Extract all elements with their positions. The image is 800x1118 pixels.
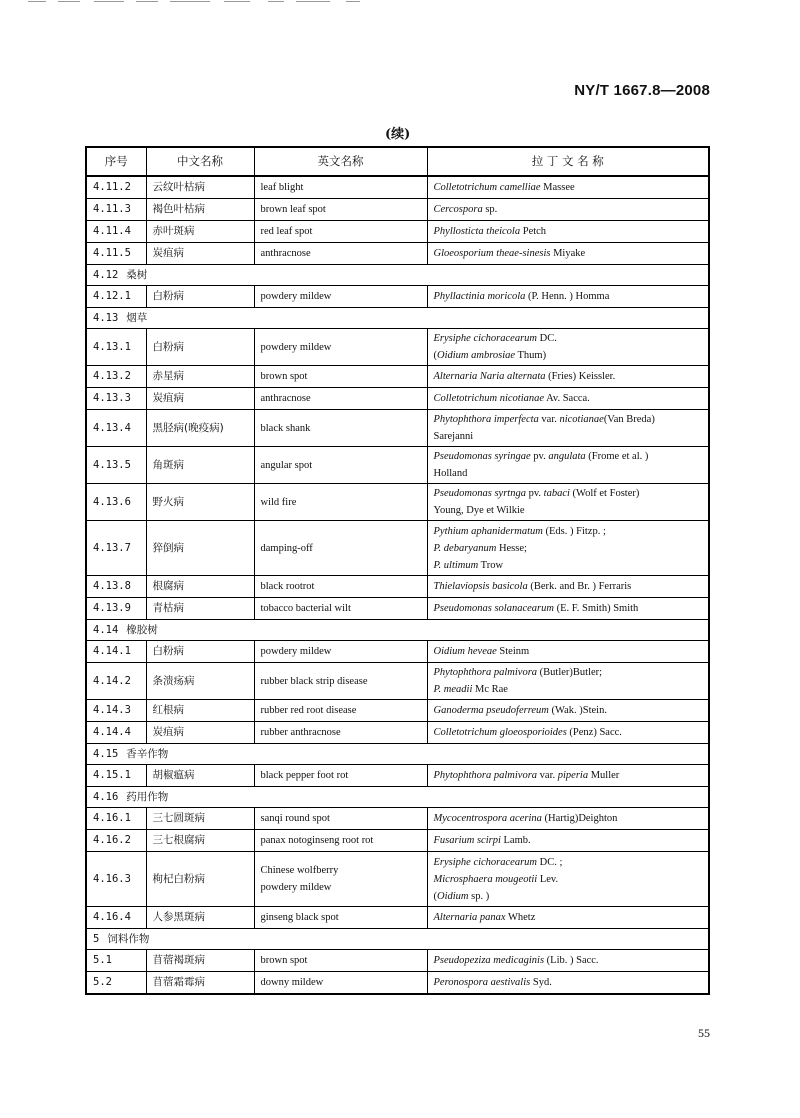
row-number: 4.14.3 <box>86 700 146 722</box>
section-number: 5 <box>93 932 100 945</box>
scan-edge-marks <box>28 0 388 4</box>
chinese-name: 苜蓿褐斑病 <box>146 950 254 972</box>
english-name-line: wild fire <box>260 496 297 508</box>
latin-authority: Lamb. <box>500 835 531 846</box>
latin-binomial: Colletotrichum gloeosporioides <box>433 727 567 738</box>
latin-name <box>427 907 709 929</box>
english-name-line: black rootrot <box>260 581 315 592</box>
latin-name-line <box>434 288 703 305</box>
latin-authority: Miyake <box>550 248 586 259</box>
english-name-line: powdery mildew <box>260 646 332 657</box>
row-number: 4.13.3 <box>86 388 146 410</box>
chinese-name: 炭疽病 <box>146 388 254 410</box>
table-row <box>86 830 709 852</box>
latin-binomial: Fusarium scirpi <box>433 835 501 846</box>
latin-authority: Mc Rae <box>472 684 508 695</box>
latin-authority: var. <box>537 770 558 781</box>
section-title: 烟草 <box>126 311 148 324</box>
english-name-line: rubber black strip disease <box>260 675 368 687</box>
table-row <box>86 243 709 265</box>
latin-authority: (Hartig)Deighton <box>541 813 618 824</box>
chinese-name: 猝倒病 <box>146 521 254 576</box>
section-number: 4.14 <box>93 623 119 636</box>
latin-authority: (Fries) Keissler. <box>545 371 616 382</box>
disease-name-table <box>85 146 710 995</box>
section-heading <box>86 308 709 329</box>
row-number: 4.13.9 <box>86 598 146 620</box>
latin-name-line <box>434 540 703 557</box>
chinese-name: 角斑病 <box>146 447 254 484</box>
english-name-line: rubber red root disease <box>260 705 357 716</box>
latin-binomial: Pseudomonas solanacearum <box>433 603 554 614</box>
row-number: 4.16.3 <box>86 852 146 907</box>
latin-binomial: piperia <box>557 770 589 781</box>
chinese-name: 青枯病 <box>146 598 254 620</box>
latin-name-line <box>434 767 703 784</box>
section-title: 饲料作物 <box>107 932 150 945</box>
english-name <box>254 852 427 907</box>
latin-name <box>427 286 709 308</box>
chinese-name: 黑胫病(晚疫病) <box>146 410 254 447</box>
latin-binomial: Pseudomonas syringae <box>433 451 531 462</box>
latin-authority: Av. Sacca. <box>544 393 590 404</box>
latin-name-line <box>434 523 703 540</box>
english-name-line: ginseng black spot <box>260 912 339 923</box>
latin-name <box>427 221 709 243</box>
english-name-line: panax notoginseng root rot <box>260 835 374 846</box>
chinese-name: 胡椒瘟病 <box>146 765 254 787</box>
table-row <box>86 950 709 972</box>
table-row <box>86 663 709 700</box>
english-name-line: sanqi round spot <box>260 813 330 824</box>
english-name <box>254 410 427 447</box>
latin-name-line <box>434 465 703 482</box>
latin-name <box>427 852 709 907</box>
latin-authority: (Eds. ) Fitzp. ; <box>542 525 606 537</box>
english-name-line: Chinese wolfberry <box>260 865 339 876</box>
latin-name-line <box>434 330 703 347</box>
latin-authority: Syd. <box>530 977 552 988</box>
latin-authority: ( <box>433 890 437 902</box>
row-number: 4.11.4 <box>86 221 146 243</box>
latin-name <box>427 447 709 484</box>
latin-name-line <box>434 702 703 719</box>
latin-binomial: Mycocentrospora acerina <box>433 813 542 824</box>
latin-authority: Massee <box>540 182 575 193</box>
latin-binomial: Phyllactinia moricola <box>433 291 526 302</box>
english-name-line: powdery mildew <box>260 291 332 302</box>
latin-binomial: P. debaryanum <box>433 542 497 554</box>
latin-authority: Holland <box>433 468 468 479</box>
english-name <box>254 521 427 576</box>
row-number: 4.12.1 <box>86 286 146 308</box>
latin-authority: (P. Henn. ) Homma <box>525 291 610 302</box>
english-name <box>254 808 427 830</box>
latin-authority: Sarejanni <box>433 431 474 442</box>
english-name-line: anthracnose <box>260 248 311 259</box>
table-row <box>86 447 709 484</box>
table-header-row <box>86 147 709 176</box>
latin-name <box>427 176 709 199</box>
section-title: 香辛作物 <box>126 747 169 760</box>
section-number: 4.16 <box>93 790 119 803</box>
english-name <box>254 700 427 722</box>
latin-name-line <box>434 600 703 617</box>
row-number: 4.11.5 <box>86 243 146 265</box>
table-row <box>86 641 709 663</box>
latin-name-line <box>434 871 703 888</box>
latin-authority: (Butler)Butler; <box>537 667 603 678</box>
chinese-name: 条溃疡病 <box>146 663 254 700</box>
latin-name <box>427 765 709 787</box>
latin-binomial: Alternaria panax <box>433 912 506 923</box>
english-name <box>254 447 427 484</box>
latin-name <box>427 641 709 663</box>
latin-name-line <box>434 428 703 445</box>
chinese-name: 云纹叶枯病 <box>146 176 254 199</box>
latin-binomial: Colletotrichum nicotianae <box>433 393 545 404</box>
table-row <box>86 722 709 744</box>
latin-binomial: Erysiphe cichoracearum <box>433 333 538 344</box>
latin-binomial: Peronospora aestivalis <box>433 977 531 988</box>
latin-authority: (Wolf et Foster) <box>569 488 640 499</box>
latin-binomial: Microsphaera mougeotii <box>433 873 538 885</box>
chinese-name: 赤星病 <box>146 366 254 388</box>
row-number: 4.13.1 <box>86 329 146 366</box>
row-number: 4.11.2 <box>86 176 146 199</box>
latin-binomial: Oidium ambrosiae <box>437 350 516 361</box>
latin-name-line <box>434 832 703 849</box>
latin-binomial: Cercospora <box>433 204 483 215</box>
latin-authority: DC. ; <box>537 856 563 868</box>
table-row <box>86 907 709 929</box>
english-name <box>254 830 427 852</box>
page-number: 55 <box>698 1026 710 1040</box>
latin-authority: (Frome et al. ) <box>585 451 649 462</box>
latin-name <box>427 484 709 521</box>
english-name-line: anthracnose <box>260 393 311 404</box>
english-name <box>254 663 427 700</box>
table-row <box>86 388 709 410</box>
latin-name-line <box>434 664 703 681</box>
chinese-name: 三七根腐病 <box>146 830 254 852</box>
table-row <box>86 484 709 521</box>
latin-binomial: P. ultimum <box>433 559 479 571</box>
latin-authority: sp. <box>482 204 498 215</box>
table-row <box>86 366 709 388</box>
latin-name <box>427 388 709 410</box>
latin-name <box>427 366 709 388</box>
english-name-line: red leaf spot <box>260 226 313 237</box>
row-number: 5.2 <box>86 972 146 995</box>
table-row <box>86 221 709 243</box>
table-row <box>86 176 709 199</box>
section-row <box>86 744 709 765</box>
row-number: 5.1 <box>86 950 146 972</box>
table-row <box>86 329 709 366</box>
latin-binomial: Phyllosticta theicola <box>433 226 521 237</box>
table-row <box>86 808 709 830</box>
latin-binomial: Oidium <box>437 890 469 902</box>
row-number: 4.13.2 <box>86 366 146 388</box>
latin-authority: Trow <box>478 559 504 571</box>
english-name-line: downy mildew <box>260 977 324 988</box>
english-name-line: leaf blight <box>260 182 304 193</box>
latin-binomial: Pythium aphanidermatum <box>433 525 543 537</box>
latin-binomial: Phytophthora imperfecta <box>433 414 539 425</box>
latin-name-line <box>434 909 703 926</box>
latin-authority: Young, Dye et Wilkie <box>433 505 525 516</box>
table-row <box>86 598 709 620</box>
latin-authority: var. <box>538 414 560 425</box>
english-name <box>254 176 427 199</box>
english-name <box>254 972 427 995</box>
english-name-line: brown spot <box>260 371 308 382</box>
latin-authority: (Penz) Sacc. <box>566 727 622 738</box>
row-number: 4.13.5 <box>86 447 146 484</box>
section-title: 药用作物 <box>126 790 169 803</box>
latin-name <box>427 521 709 576</box>
section-heading <box>86 787 709 808</box>
english-name <box>254 388 427 410</box>
latin-binomial: Ganoderma pseudoferreum <box>433 705 549 716</box>
row-number: 4.13.7 <box>86 521 146 576</box>
latin-name-line <box>434 854 703 871</box>
column-header-chinese-name: 中文名称 <box>146 147 254 176</box>
english-name <box>254 765 427 787</box>
english-name-line: damping-off <box>260 542 313 554</box>
latin-name <box>427 329 709 366</box>
latin-binomial: Colletotrichum camelliae <box>433 182 541 193</box>
table-body <box>86 176 709 994</box>
latin-authority: (Berk. and Br. ) Ferraris <box>527 581 632 592</box>
latin-name-line <box>434 578 703 595</box>
table-row <box>86 852 709 907</box>
chinese-name: 炭疽病 <box>146 243 254 265</box>
latin-authority: sp. ) <box>468 890 490 902</box>
section-row <box>86 308 709 329</box>
latin-authority: (Wak. )Stein. <box>548 705 607 716</box>
latin-name <box>427 663 709 700</box>
chinese-name: 三七圆斑病 <box>146 808 254 830</box>
latin-authority: (Van Breda) <box>603 414 655 425</box>
section-row <box>86 787 709 808</box>
english-name-line: black shank <box>260 422 311 434</box>
latin-name-line <box>434 557 703 574</box>
latin-name-line <box>434 681 703 698</box>
section-row <box>86 929 709 950</box>
latin-name <box>427 700 709 722</box>
latin-authority: Whetz <box>505 912 536 923</box>
latin-authority: pv. <box>530 451 549 462</box>
english-name <box>254 221 427 243</box>
row-number: 4.13.8 <box>86 576 146 598</box>
latin-name-line <box>434 448 703 465</box>
table-row <box>86 199 709 221</box>
latin-name-line <box>434 368 703 385</box>
latin-binomial: tabaci <box>543 488 570 499</box>
chinese-name: 枸杞白粉病 <box>146 852 254 907</box>
latin-authority: DC. <box>537 333 557 344</box>
english-name-line: tobacco bacterial wilt <box>260 603 351 614</box>
row-number: 4.14.2 <box>86 663 146 700</box>
latin-name <box>427 199 709 221</box>
chinese-name: 苜蓿霜霉病 <box>146 972 254 995</box>
latin-name-line <box>434 411 703 428</box>
latin-name <box>427 950 709 972</box>
section-number: 4.12 <box>93 268 119 281</box>
latin-name <box>427 576 709 598</box>
table-row <box>86 286 709 308</box>
latin-binomial: P. meadii <box>433 684 473 695</box>
english-name-line: brown spot <box>260 955 308 966</box>
latin-name-line <box>434 952 703 969</box>
row-number: 4.13.4 <box>86 410 146 447</box>
chinese-name: 褐色叶枯病 <box>146 199 254 221</box>
english-name-line: brown leaf spot <box>260 204 326 215</box>
latin-binomial: Thielaviopsis basicola <box>433 581 528 592</box>
section-title: 橡胶树 <box>126 623 158 636</box>
table-row <box>86 410 709 447</box>
english-name <box>254 950 427 972</box>
latin-name-line <box>434 223 703 240</box>
row-number: 4.16.1 <box>86 808 146 830</box>
table-row <box>86 576 709 598</box>
chinese-name: 人参黑斑病 <box>146 907 254 929</box>
column-header-english-name: 英文名称 <box>254 147 427 176</box>
chinese-name: 白粉病 <box>146 641 254 663</box>
latin-authority: Muller <box>588 770 620 781</box>
latin-name-line <box>434 643 703 660</box>
row-number: 4.13.6 <box>86 484 146 521</box>
latin-authority: ( <box>433 350 437 361</box>
latin-name <box>427 722 709 744</box>
section-row <box>86 265 709 286</box>
english-name-line: angular spot <box>260 459 313 471</box>
column-header-latin-name: 拉 丁 文 名 称 <box>427 147 709 176</box>
english-name <box>254 641 427 663</box>
standard-number: NY/T 1667.8—2008 <box>574 82 710 99</box>
section-row <box>86 620 709 641</box>
latin-binomial: Phytophthora palmivora <box>433 667 538 678</box>
latin-authority: (Lib. ) Sacc. <box>544 955 599 966</box>
latin-name <box>427 410 709 447</box>
column-header-number: 序号 <box>86 147 146 176</box>
section-number: 4.13 <box>93 311 119 324</box>
latin-name-line <box>434 724 703 741</box>
english-name-line: black pepper foot rot <box>260 770 349 781</box>
english-name <box>254 484 427 521</box>
latin-authority: Hesse; <box>496 542 527 554</box>
english-name <box>254 366 427 388</box>
latin-name-line <box>434 390 703 407</box>
row-number: 4.11.3 <box>86 199 146 221</box>
latin-binomial: Pseudopeziza medicaginis <box>433 955 545 966</box>
latin-name <box>427 808 709 830</box>
latin-name-line <box>434 179 703 196</box>
latin-name <box>427 243 709 265</box>
latin-name-line <box>434 888 703 905</box>
english-name-line: powdery mildew <box>260 882 332 893</box>
latin-name <box>427 830 709 852</box>
row-number: 4.16.4 <box>86 907 146 929</box>
continued-label: (续) <box>385 127 411 142</box>
table-row <box>86 700 709 722</box>
english-name <box>254 722 427 744</box>
latin-authority: (E. F. Smith) Smith <box>553 603 639 614</box>
chinese-name: 赤叶斑病 <box>146 221 254 243</box>
table-row <box>86 972 709 995</box>
latin-authority: Steinm <box>496 646 530 657</box>
latin-binomial: angulata <box>548 451 586 462</box>
latin-authority: Thum) <box>515 350 547 361</box>
chinese-name: 根腐病 <box>146 576 254 598</box>
table-row <box>86 521 709 576</box>
latin-name-line <box>434 485 703 502</box>
section-heading <box>86 929 709 950</box>
section-heading <box>86 620 709 641</box>
latin-name-line <box>434 245 703 262</box>
latin-name-line <box>434 347 703 364</box>
chinese-name: 白粉病 <box>146 329 254 366</box>
latin-name-line <box>434 502 703 519</box>
section-heading <box>86 265 709 286</box>
section-number: 4.15 <box>93 747 119 760</box>
latin-name <box>427 598 709 620</box>
latin-binomial: Pseudomonas syrtnga <box>433 488 526 499</box>
latin-name-line <box>434 974 703 991</box>
english-name <box>254 286 427 308</box>
english-name <box>254 199 427 221</box>
latin-binomial: Gloeosporium theae-sinesis <box>433 248 551 259</box>
english-name-line: rubber anthracnose <box>260 727 341 738</box>
latin-binomial: Phytophthora palmivora <box>433 770 538 781</box>
row-number: 4.16.2 <box>86 830 146 852</box>
english-name <box>254 576 427 598</box>
latin-authority: Lev. <box>537 873 559 885</box>
row-number: 4.14.4 <box>86 722 146 744</box>
latin-binomial: Erysiphe cichoracearum <box>433 856 538 868</box>
section-heading <box>86 744 709 765</box>
latin-authority: pv. <box>525 488 544 499</box>
chinese-name: 炭疽病 <box>146 722 254 744</box>
chinese-name: 野火病 <box>146 484 254 521</box>
english-name <box>254 598 427 620</box>
latin-binomial: nicotianae <box>559 414 604 425</box>
latin-binomial: Alternaria Naria alternata <box>433 371 546 382</box>
english-name <box>254 329 427 366</box>
latin-name-line <box>434 810 703 827</box>
chinese-name: 白粉病 <box>146 286 254 308</box>
english-name <box>254 907 427 929</box>
row-number: 4.15.1 <box>86 765 146 787</box>
english-name-line: powdery mildew <box>260 341 332 353</box>
latin-authority: Petch <box>520 226 547 237</box>
chinese-name: 红根病 <box>146 700 254 722</box>
latin-binomial: Oidium heveae <box>433 646 497 657</box>
latin-name-line <box>434 201 703 218</box>
row-number: 4.14.1 <box>86 641 146 663</box>
english-name <box>254 243 427 265</box>
table-row <box>86 765 709 787</box>
section-title: 桑树 <box>126 268 148 281</box>
latin-name <box>427 972 709 995</box>
